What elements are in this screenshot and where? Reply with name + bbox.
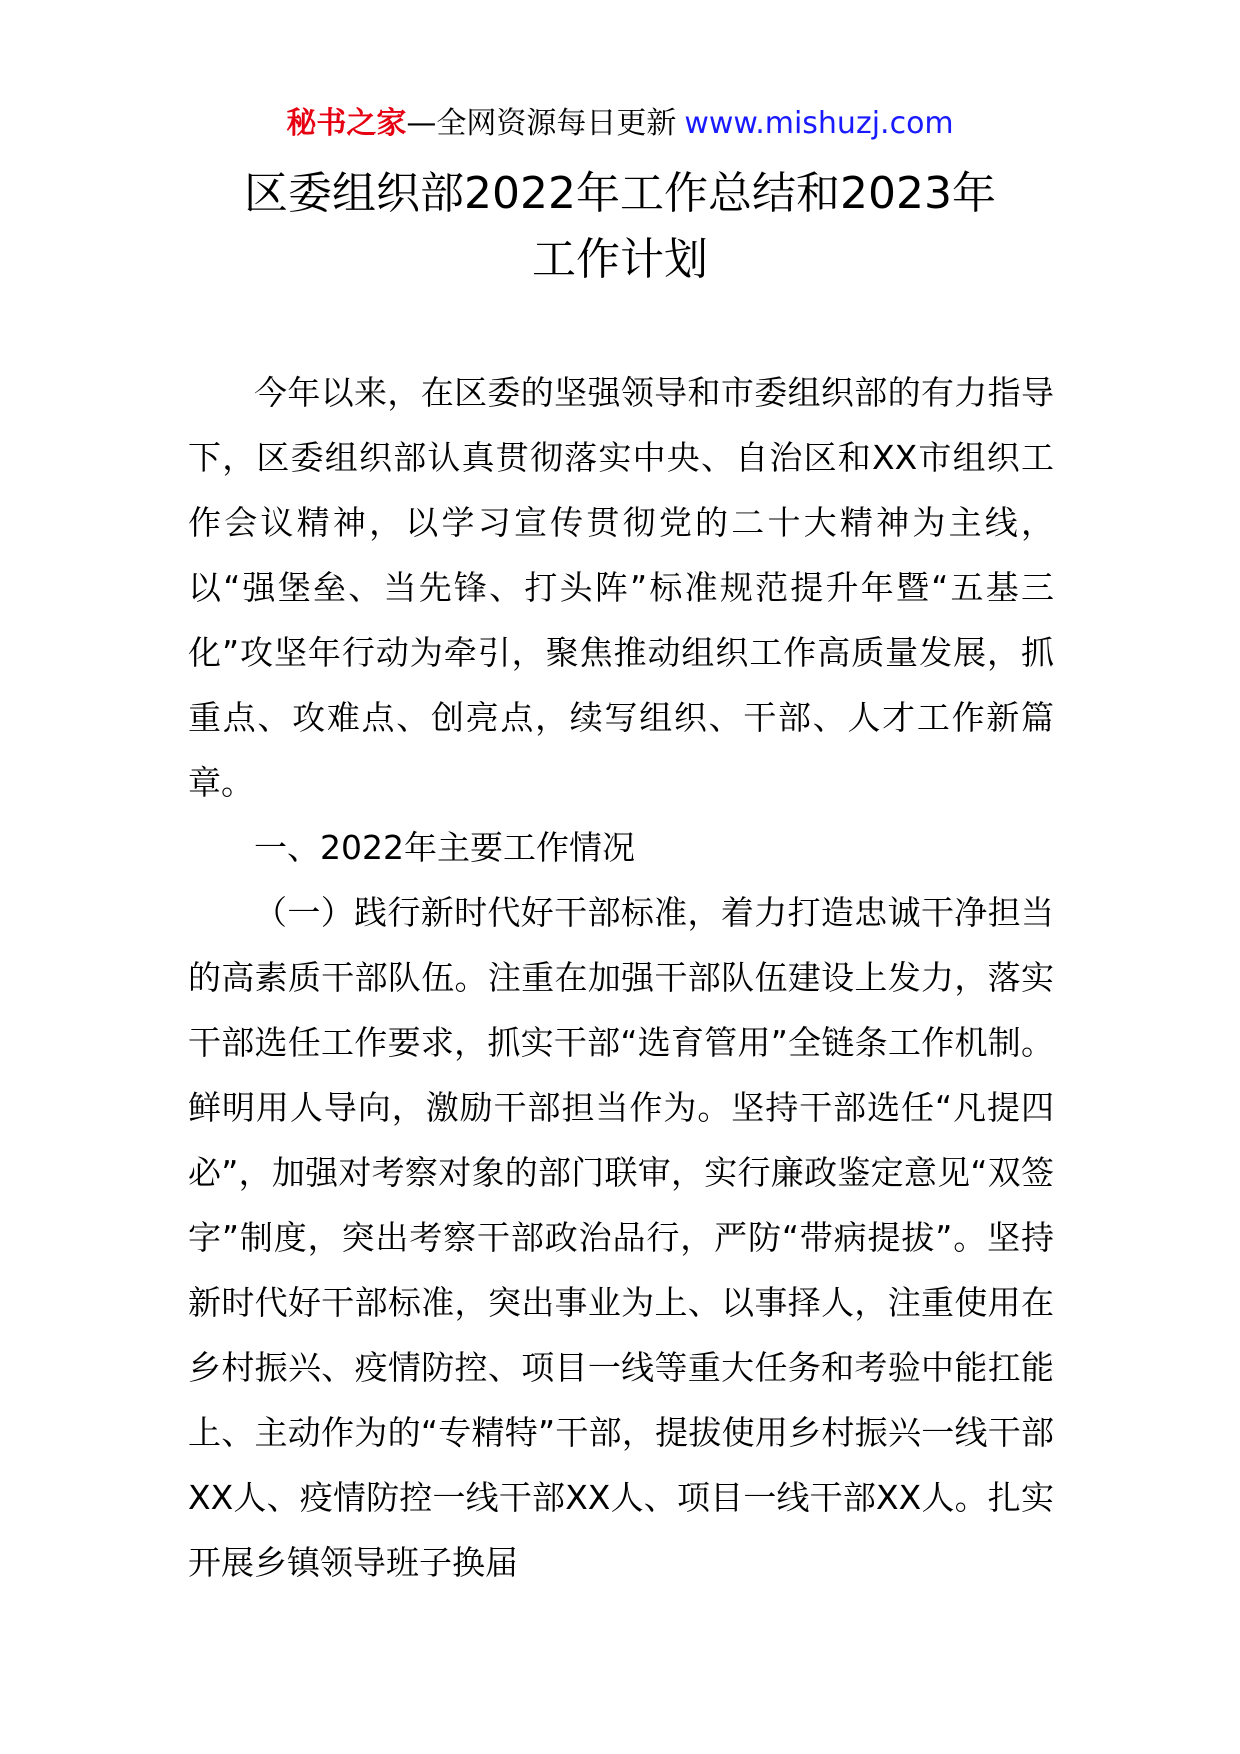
document-body [188, 360, 1054, 1595]
section-heading: 一、2022年主要工作情况 [254, 828, 635, 867]
document-title-line1: 区委组织部2022年工作总结和2023年 [244, 168, 996, 219]
watermark-header [0, 104, 1240, 144]
paragraph-cadre: （一）践行新时代好干部标准，着力打造忠诚干净担当的高素质干部队伍。注重在加强干部队伍建设上发力，落实干部选任工作要求，抓实干部“选育管用”全链条工作机制。鲜明用人导向，激励干部担当作为。坚持干部选任“凡提四必”，加强对考察对象的部门联审，实行廉政鉴定意见“双签字”制度，突出考察干部政治品行，严防“带病提拔”。坚持新时代好干部标准，突出事业为上、以事择人，注重使用在乡村振兴、疫情防控、项目一线等重大任务和考验中能扛能上、主动作为的“专精特”干部，提拔使用乡村振兴一线干部XX人、疫情防控一线干部XX人、项目一线干部XX人。扎实开展乡镇领导班子换届 [188, 893, 1054, 1582]
header-url-link[interactable]: www.mishuzj.com [684, 106, 954, 141]
header-dash: — [406, 106, 437, 141]
header-brand: 秘书之家 [286, 106, 407, 141]
document-title-line2: 工作计划 [532, 234, 708, 285]
header-slogan: 全网资源每日更新 [436, 106, 677, 141]
paragraph-intro: 今年以来，在区委的坚强领导和市委组织部的有力指导下，区委组织部认真贯彻落实中央、自治区和XX市组织工作会议精神，以学习宣传贯彻党的二十大精神为主线，以“强堡垒、当先锋、打头阵”标准规范提升年暨“五基三化”攻坚年行动为牵引，聚焦推动组织工作高质量发展，抓重点、攻难点、创亮点，续写组织、干部、人才工作新篇章。 [188, 373, 1054, 802]
